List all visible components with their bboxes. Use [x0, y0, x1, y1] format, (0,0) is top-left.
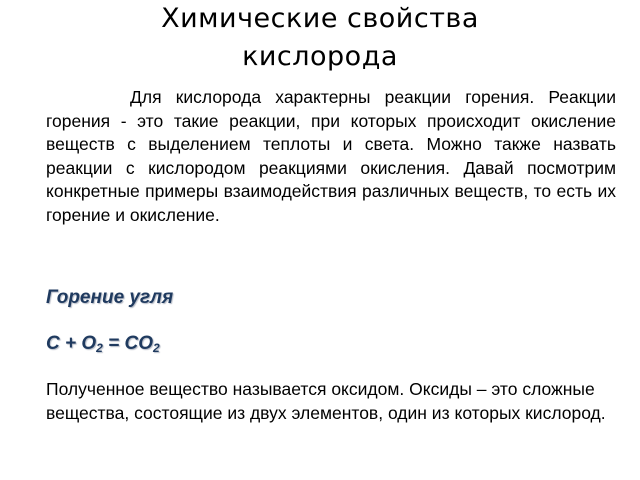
equation-subscript-2: 2 — [153, 341, 160, 355]
equation-subscript-1: 2 — [96, 341, 103, 355]
chemical-equation — [46, 333, 160, 355]
equation-reactants: C + O — [46, 333, 97, 354]
result-paragraph: Полученное вещество называется оксидом. Оксиды – это сложные вещества, состоящие из двух элементов, один из которых кислород. — [46, 379, 606, 423]
section-heading: Горение угля — [46, 287, 174, 308]
page-title-line-1: Химические свойства — [161, 3, 479, 34]
page-title-line-2: кислорода — [242, 41, 398, 72]
page-title — [0, 0, 640, 76]
intro-paragraph: Для кислорода характерны реакции горения. Реакции горения - это такие реакции, при которых происходит окисление веществ с выделением теплоты и света. Можно также назвать реакции с кислородом реакциями окисления. Давай посмотрим конкретные примеры взаимодействия различных веществ, то есть их горение и окисление. — [46, 87, 616, 225]
equation-product: = CO — [102, 333, 153, 354]
